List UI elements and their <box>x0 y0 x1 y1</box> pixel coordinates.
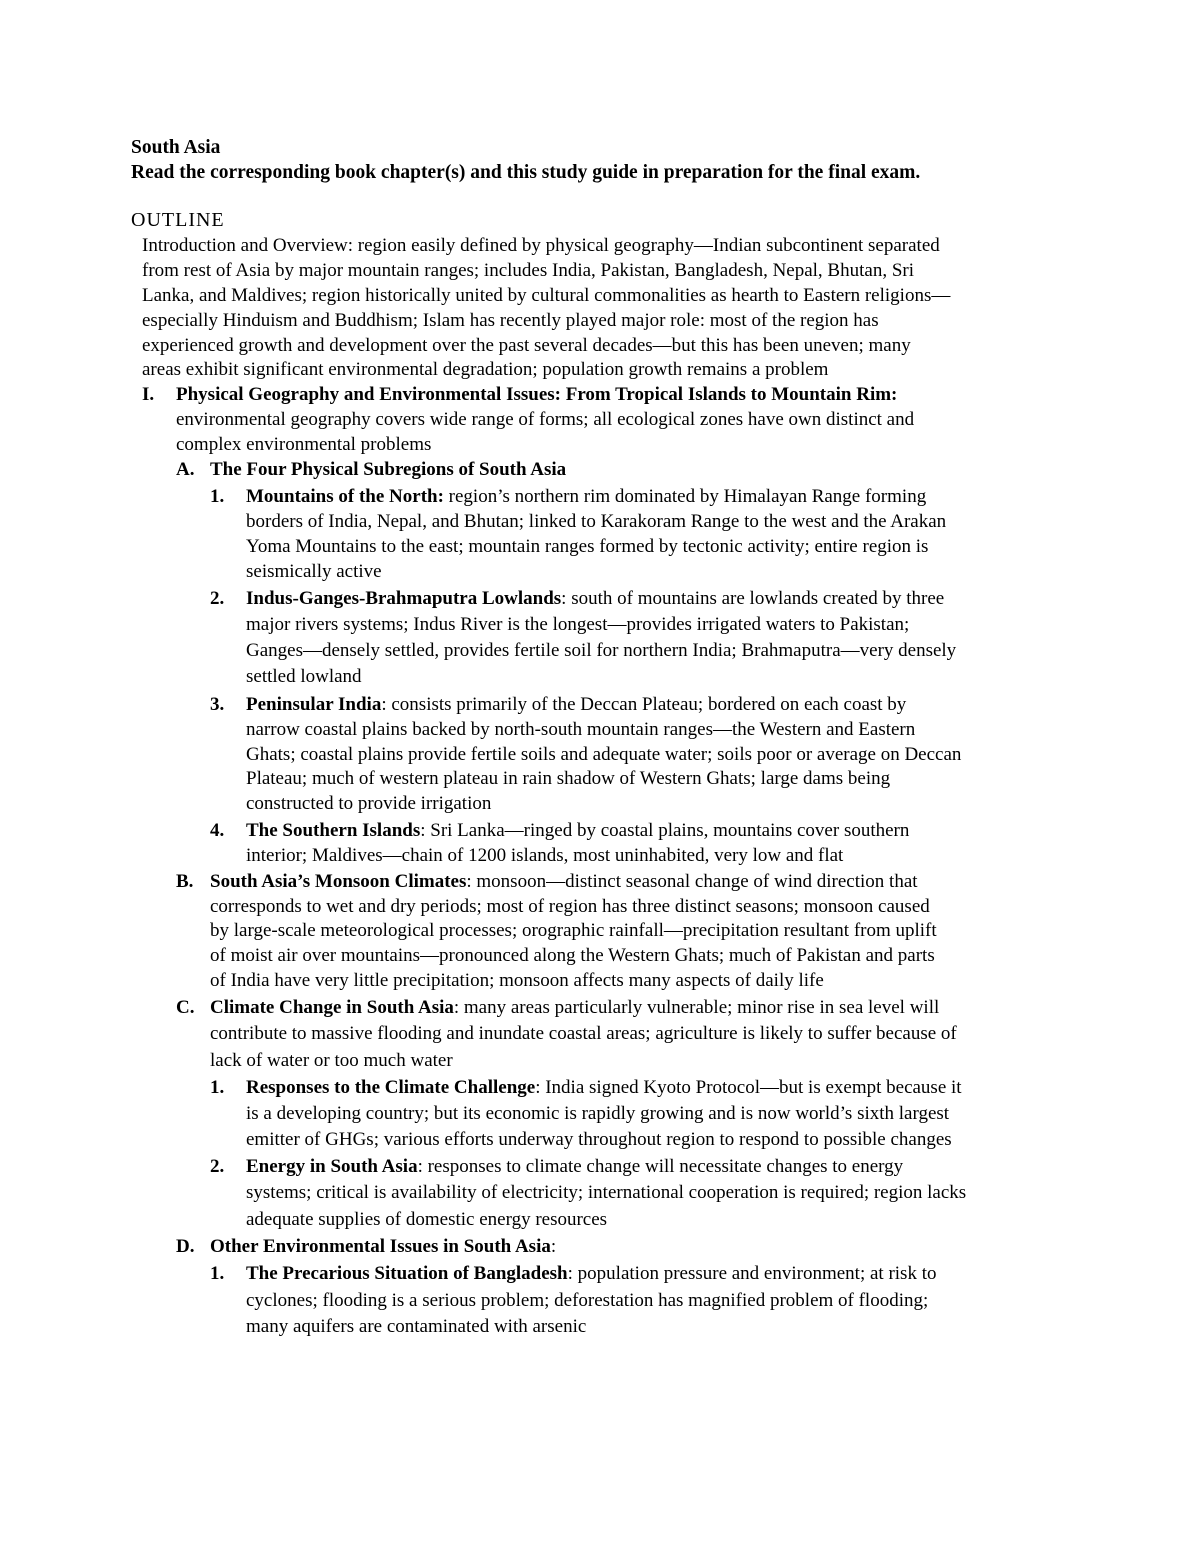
document-title: South Asia <box>131 137 221 158</box>
intro-line: Lanka, and Maldives; region historically united by cultural commonalities as hearth to Eastern religions— <box>142 285 951 306</box>
item-marker: 4. <box>210 820 225 841</box>
item-line: Ghats; coastal plains provide fertile soils and adequate water; soils poor or average on Deccan <box>246 744 962 765</box>
item-title: Peninsular India <box>246 694 382 715</box>
item-text: : south of mountains are lowlands created by three <box>561 588 945 609</box>
subsection-line: by large-scale meteorological processes; orographic rainfall—precipitation resultant from uplift <box>210 920 937 941</box>
item-marker: 3. <box>210 694 225 715</box>
item-text: : Sri Lanka—ringed by coastal plains, mountains cover southern <box>420 820 910 841</box>
subsection-line: of India have very little precipitation; monsoon affects many aspects of daily life <box>210 970 824 991</box>
item-marker: 2. <box>210 1156 225 1177</box>
subsection-marker: C. <box>176 997 195 1018</box>
item-line: borders of India, Nepal, and Bhutan; linked to Karakoram Range to the west and the Arakan <box>246 511 947 532</box>
item-line: systems; critical is availability of electricity; international cooperation is required; region lacks <box>246 1182 967 1203</box>
list-item <box>246 692 906 717</box>
list-item <box>246 484 926 509</box>
subsection-text: : monsoon—distinct seasonal change of wind direction that <box>466 871 918 892</box>
item-line: interior; Maldives—chain of 1200 islands, most uninhabited, very low and flat <box>246 845 844 866</box>
intro-line: Introduction and Overview: region easily defined by physical geography—Indian subcontinent separated <box>142 235 940 256</box>
item-text: : population pressure and environment; at risk to <box>567 1263 937 1284</box>
item-title: Indus-Ganges-Brahmaputra Lowlands <box>246 588 562 609</box>
list-item <box>246 586 944 611</box>
subsection-marker: B. <box>176 871 194 892</box>
subsection-heading <box>210 1234 556 1259</box>
subsection-title: South Asia’s Monsoon Climates <box>210 871 467 892</box>
item-marker: 1. <box>210 486 225 507</box>
subsection-marker: A. <box>176 459 195 480</box>
subsection-heading <box>210 995 939 1020</box>
subsection-title: Climate Change in South Asia <box>210 997 454 1018</box>
intro-line: experienced growth and development over the past several decades—but this has been uneven; many <box>142 335 911 356</box>
subsection-line: of moist air over mountains—pronounced along the Western Ghats; much of Pakistan and parts <box>210 945 935 966</box>
item-text: : responses to climate change will necessitate changes to energy <box>417 1156 904 1177</box>
subsection-text: : <box>550 1236 557 1257</box>
item-line: Yoma Mountains to the east; mountain ranges formed by tectonic activity; entire region is <box>246 536 929 557</box>
list-item <box>246 1154 903 1179</box>
item-title: Energy in South Asia <box>246 1156 418 1177</box>
item-title: Mountains of the North: <box>246 486 444 507</box>
item-line: Ganges—densely settled, provides fertile soil for northern India; Brahmaputra—very densely <box>246 640 957 661</box>
item-text: : consists primarily of the Deccan Plateau; bordered on each coast by <box>381 694 907 715</box>
item-line: narrow coastal plains backed by north-south mountain ranges—the Western and Eastern <box>246 719 916 740</box>
item-line: seismically active <box>246 561 382 582</box>
list-item <box>246 1261 936 1286</box>
item-text: : India signed Kyoto Protocol—but is exempt because it <box>535 1077 962 1098</box>
section-line: complex environmental problems <box>176 434 432 455</box>
item-marker: 2. <box>210 588 225 609</box>
item-line: is a developing country; but its economic is rapidly growing and is now world’s sixth largest <box>246 1103 950 1124</box>
subsection-line: corresponds to wet and dry periods; most of region has three distinct seasons; monsoon caused <box>210 896 930 917</box>
item-text: region’s northern rim dominated by Himalayan Range forming <box>443 486 927 507</box>
subsection-text: : many areas particularly vulnerable; minor rise in sea level will <box>453 997 940 1018</box>
section-marker: I. <box>142 384 155 405</box>
item-title: Responses to the Climate Challenge <box>246 1077 536 1098</box>
item-marker: 1. <box>210 1263 225 1284</box>
item-line: settled lowland <box>246 666 362 687</box>
item-marker: 1. <box>210 1077 225 1098</box>
subsection-line: contribute to massive flooding and inundate coastal areas; agriculture is likely to suffer because of <box>210 1023 957 1044</box>
intro-line: from rest of Asia by major mountain ranges; includes India, Pakistan, Bangladesh, Nepal, Bhutan, Sri <box>142 260 914 281</box>
intro-line: areas exhibit significant environmental degradation; population growth remains a problem <box>142 359 829 380</box>
item-line: cyclones; flooding is a serious problem; deforestation has magnified problem of flooding; <box>246 1290 929 1311</box>
item-line: major rivers systems; Indus River is the longest—provides irrigated waters to Pakistan; <box>246 614 910 635</box>
subsection-heading <box>210 869 918 894</box>
document-subtitle: Read the corresponding book chapter(s) and this study guide in preparation for the final exam. <box>131 162 921 183</box>
item-title: The Precarious Situation of Bangladesh <box>246 1263 568 1284</box>
item-line: emitter of GHGs; various efforts underway throughout region to respond to possible changes <box>246 1129 952 1150</box>
item-line: Plateau; much of western plateau in rain shadow of Western Ghats; large dams being <box>246 768 891 789</box>
intro-line: especially Hinduism and Buddhism; Islam has recently played major role: most of the region has <box>142 310 879 331</box>
subsection-marker: D. <box>176 1236 195 1257</box>
list-item <box>246 818 909 843</box>
outline-heading: OUTLINE <box>131 209 225 231</box>
item-line: many aquifers are contaminated with arsenic <box>246 1316 587 1337</box>
list-item <box>246 1075 962 1100</box>
subsection-heading: The Four Physical Subregions of South Asia <box>210 459 567 480</box>
section-line: environmental geography covers wide range of forms; all ecological zones have own distinct and <box>176 409 915 430</box>
item-line: constructed to provide irrigation <box>246 793 492 814</box>
subsection-line: lack of water or too much water <box>210 1050 453 1071</box>
item-title: The Southern Islands <box>246 820 421 841</box>
item-line: adequate supplies of domestic energy resources <box>246 1209 608 1230</box>
section-heading: Physical Geography and Environmental Issues: From Tropical Islands to Mountain Rim: <box>176 384 898 405</box>
subsection-title: Other Environmental Issues in South Asia <box>210 1236 551 1257</box>
